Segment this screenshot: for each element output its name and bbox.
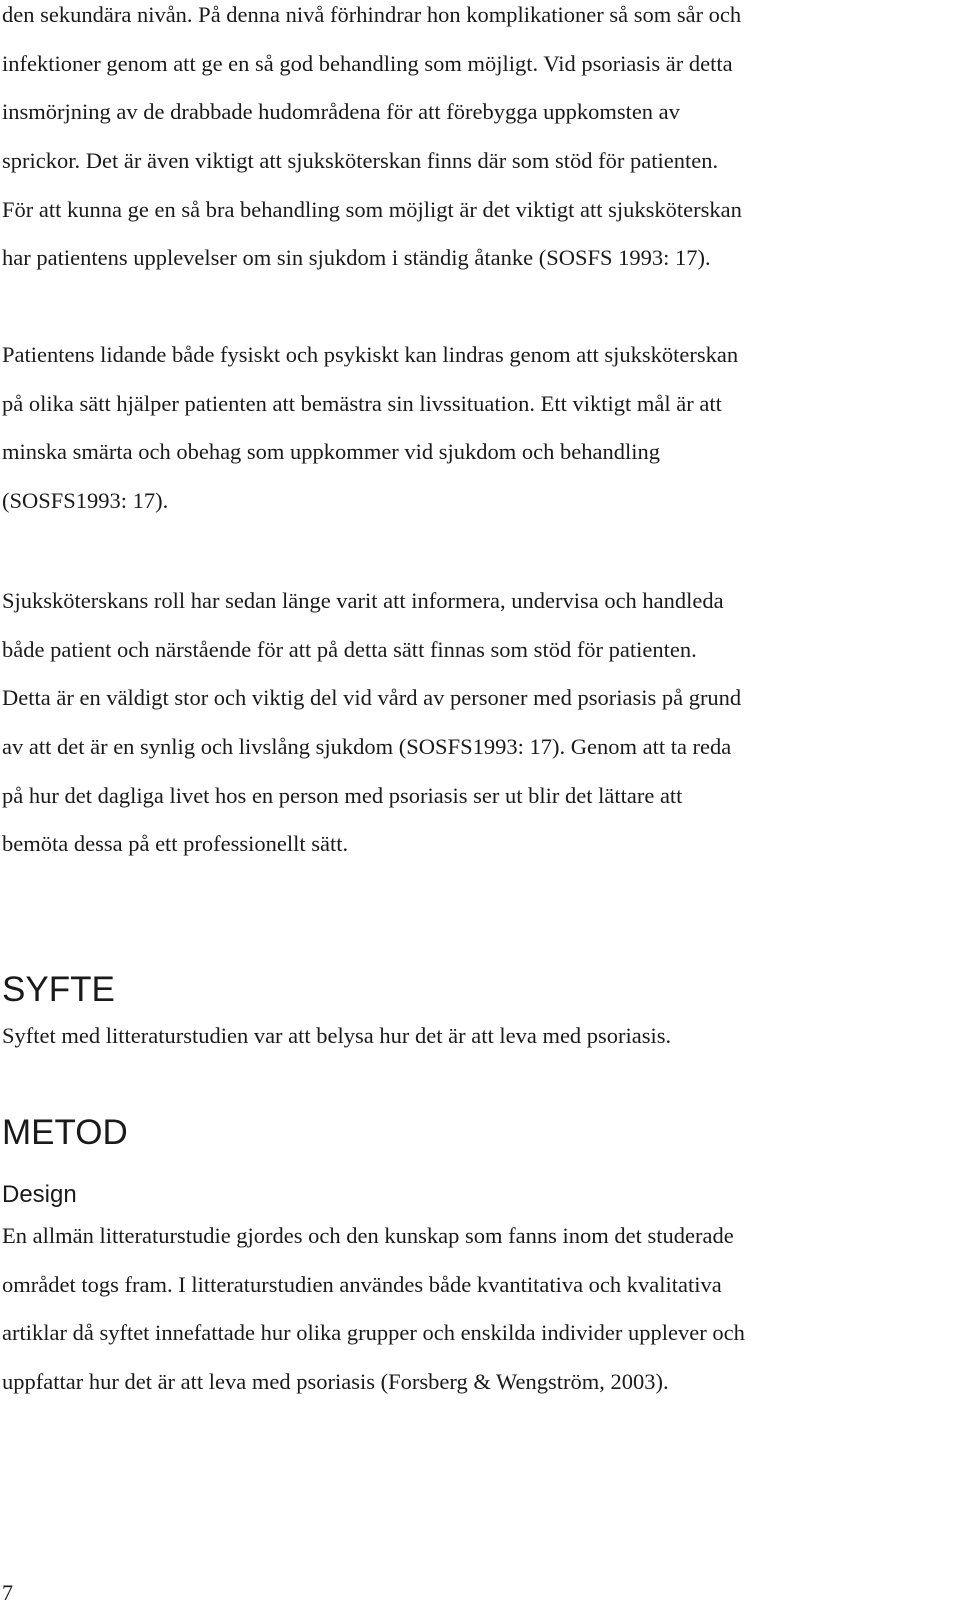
text-line: insmörjning av de drabbade hudområdena för att förebygga uppkomsten av [2, 99, 680, 125]
metod-heading: METOD [2, 1113, 128, 1152]
text-line: bemöta dessa på ett professionellt sätt. [2, 831, 349, 857]
text-line: området togs fram. I litteraturstudien användes både kvantitativa och kvalitativa [2, 1271, 722, 1297]
page-number: 7 [2, 1580, 13, 1605]
paragraph-nurse-role [2, 577, 954, 869]
text-line: Detta är en väldigt stor och viktig del vid vård av personer med psoriasis på grund [2, 685, 742, 711]
text-line: både patient och närstående för att på detta sätt finnas som stöd för patienten. [2, 636, 697, 662]
syfte-heading: SYFTE [2, 970, 115, 1009]
text-line: Patientens lidande både fysiskt och psykiskt kan lindras genom att sjuksköterskan [2, 342, 739, 367]
text-line: (SOSFS1993: 17). [2, 488, 169, 514]
text-line: har patientens upplevelser om sin sjukdom i ständig åtanke (SOSFS 1993: 17). [2, 245, 711, 271]
metod-paragraph [2, 1212, 954, 1407]
text-line: För att kunna ge en så bra behandling som möjligt är det viktigt att sjuksköterskan [2, 196, 742, 222]
text-line: infektioner genom att ge en så god behandling som möjligt. Vid psoriasis är detta [2, 50, 733, 76]
text-line: på hur det dagliga livet hos en person med psoriasis ser ut blir det lättare att [2, 782, 683, 808]
text-line: av att det är en synlig och livslång sjukdom (SOSFS1993: 17). Genom att ta reda [2, 734, 732, 760]
text-line: sprickor. Det är även viktigt att sjuksköterskan finns där som stöd för patienten. [2, 148, 719, 174]
text-line: uppfattar hur det är att leva med psoriasis (Forsberg & Wengström, 2003). [2, 1369, 669, 1395]
paragraph-patient-suffering [2, 331, 954, 526]
paragraph-nursing-levels [2, 0, 954, 283]
syfte-paragraph [2, 1012, 954, 1061]
text-line: Sjuksköterskans roll har sedan länge varit att informera, undervisa och handleda [2, 588, 724, 613]
text-line: minska smärta och obehag som uppkommer vid sjukdom och behandling [2, 439, 661, 465]
text-line: En allmän litteraturstudie gjordes och den kunskap som fanns inom det studerade [2, 1223, 734, 1248]
text-line: Syftet med litteraturstudien var att belysa hur det är att leva med psoriasis. [2, 1023, 672, 1048]
design-subheading: Design [2, 1181, 77, 1208]
text-line: på olika sätt hjälper patienten att bemästra sin livssituation. Ett viktigt mål är att [2, 390, 722, 416]
text-line: artiklar då syftet innefattade hur olika grupper och enskilda individer upplever och [2, 1320, 745, 1346]
text-line: den sekundära nivån. På denna nivå förhindrar hon komplikationer så som sår och [2, 2, 742, 27]
